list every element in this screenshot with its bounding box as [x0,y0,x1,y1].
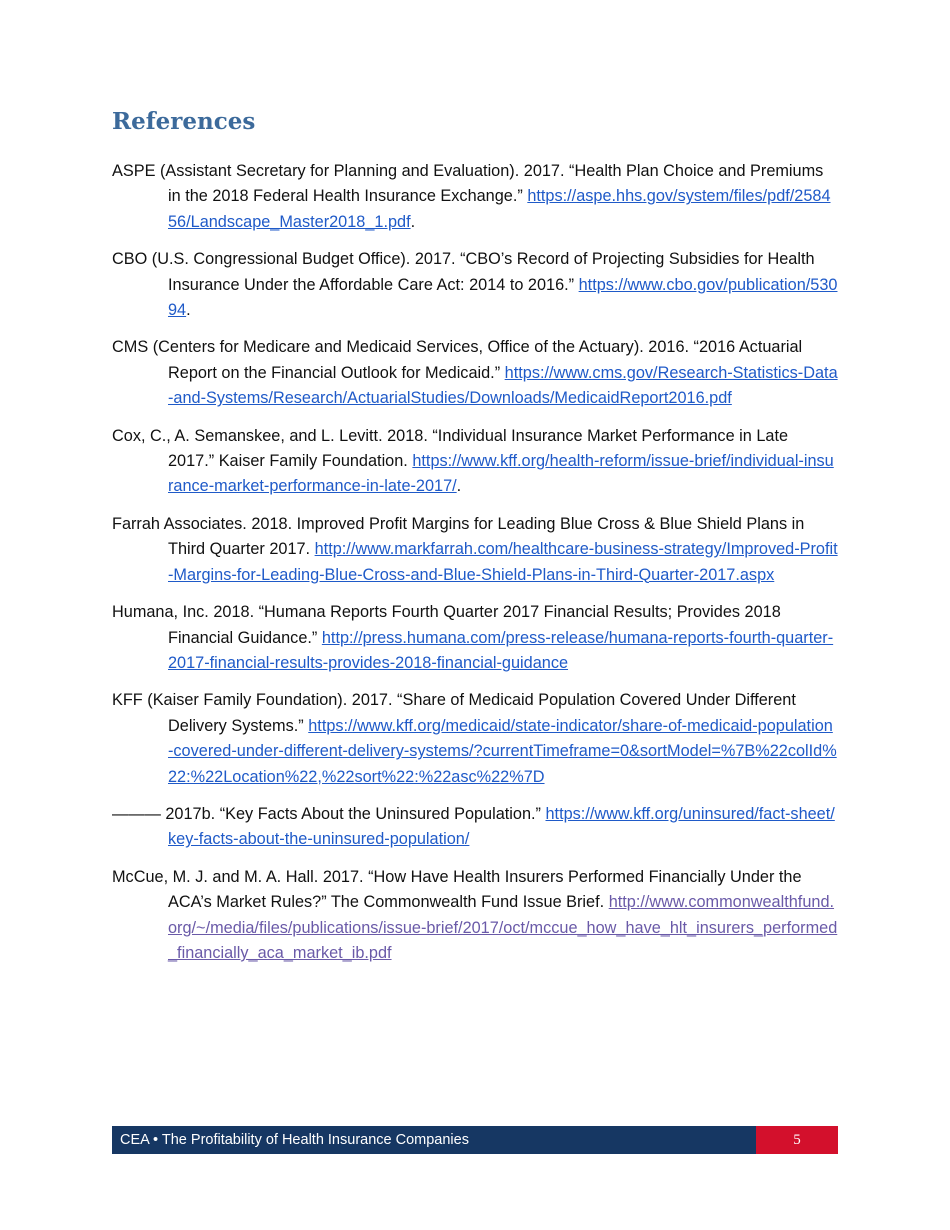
reference-kff-2017b: ——— 2017b. “Key Facts About the Uninsured Population.” https://www.kff.org/uninsured/fact-sheet/key-facts-about-the-uninsured-population/ [112,804,835,849]
page-number: 5 [756,1126,838,1154]
reference-link[interactable]: https://www.kff.org/medicaid/state-indicator/share-of-medicaid-population-covered-under-different-delivery-systems/?currentTimeframe=0&sortModel=%7B%22colId%22:%22Location%22,%22sort%22:%22asc%22%7D [168,716,837,786]
footer-title: CEA • The Profitability of Health Insurance Companies [120,1132,469,1148]
references-heading: References [112,108,256,135]
reference-link[interactable]: http://www.markfarrah.com/healthcare-business-strategy/Improved-Profit-Margins-for-Leading-Blue-Cross-and-Blue-Shield-Plans-in-Third-Quarter-2017.aspx [168,540,838,584]
reference-humana: Humana, Inc. 2018. “Humana Reports Fourth Quarter 2017 Financial Results; Provides 2018 Financial Guidance.” http://press.humana.com/press-release/humana-reports-fourth-quarter-2017-financial-results-provides-2018-financial-guidance [112,603,834,672]
reference-link[interactable]: http://www.commonwealthfund.org/~/media/files/publications/issue-brief/2017/oct/mccue_how_have_hlt_insurers_performed_financially_aca_market_ib.pdf [168,893,838,962]
page-footer [112,1126,838,1154]
reference-link[interactable]: https://aspe.hhs.gov/system/files/pdf/258456/Landscape_Master2018_1.pdf [168,187,831,231]
reference-cox: Cox, C., A. Semanskee, and L. Levitt. 2018. “Individual Insurance Market Performance in Late 2017.” Kaiser Family Foundation. https://www.kff.org/health-reform/issue-brief/individual-insurance-market-performance-in-late-2017/. [112,426,834,496]
reference-farrah: Farrah Associates. 2018. Improved Profit Margins for Leading Blue Cross & Blue Shield Plans in Third Quarter 2017. http://www.markfarrah.com/healthcare-business-strategy/Improved-Profit-Margins-for-Leading-Blue-Cross-and-Blue-Shield-Plans-in-Third-Quarter-2017.aspx [112,514,838,584]
reference-cbo: CBO (U.S. Congressional Budget Office). 2017. “CBO’s Record of Projecting Subsidies for Health Insurance Under the Affordable Care Act: 2014 to 2016.” https://www.cbo.gov/publication/53094. [112,250,838,320]
reference-list [112,159,838,978]
reference-link[interactable]: http://press.humana.com/press-release/humana-reports-fourth-quarter-2017-financial-results-provides-2018-financial-guidance [168,628,834,672]
reference-mccue: McCue, M. J. and M. A. Hall. 2017. “How Have Health Insurers Performed Financially Under the ACA’s Market Rules?” The Commonwealth Fund Issue Brief. http://www.commonwealthfund.org/~/media/files/publications/issue-brief/2017/oct/mccue_how_have_hlt_insurers_performed_financially_aca_market_ib.pdf [112,867,838,962]
reference-aspe: ASPE (Assistant Secretary for Planning and Evaluation). 2017. “Health Plan Choice and Premiums in the 2018 Federal Health Insurance Exchange.” https://aspe.hhs.gov/system/files/pdf/258456/Landscape_Master2018_1.pdf. [112,162,831,231]
reference-cms: CMS (Centers for Medicare and Medicaid Services, Office of the Actuary). 2016. “2016 Actuarial Report on the Financial Outlook for Medicaid.” https://www.cms.gov/Research-Statistics-Data-and-Systems/Research/ActuarialStudies/Downloads/MedicaidReport2016.pdf [112,338,838,408]
reference-kff: KFF (Kaiser Family Foundation). 2017. “Share of Medicaid Population Covered Under Different Delivery Systems.” https://www.kff.org/medicaid/state-indicator/share-of-medicaid-population-covered-under-different-delivery-systems/?currentTimeframe=0&sortModel=%7B%22colId%22:%22Location%22,%22sort%22:%22asc%22%7D [112,691,837,786]
reference-link[interactable]: https://www.cbo.gov/publication/53094 [168,275,838,320]
reference-link[interactable]: https://www.kff.org/uninsured/fact-sheet/key-facts-about-the-uninsured-population/ [168,804,835,849]
reference-link[interactable]: https://www.kff.org/health-reform/issue-brief/individual-insurance-market-performance-in-late-2017/ [168,452,834,496]
reference-link[interactable]: https://www.cms.gov/Research-Statistics-Data-and-Systems/Research/ActuarialStudies/Downloads/MedicaidReport2016.pdf [168,363,838,408]
